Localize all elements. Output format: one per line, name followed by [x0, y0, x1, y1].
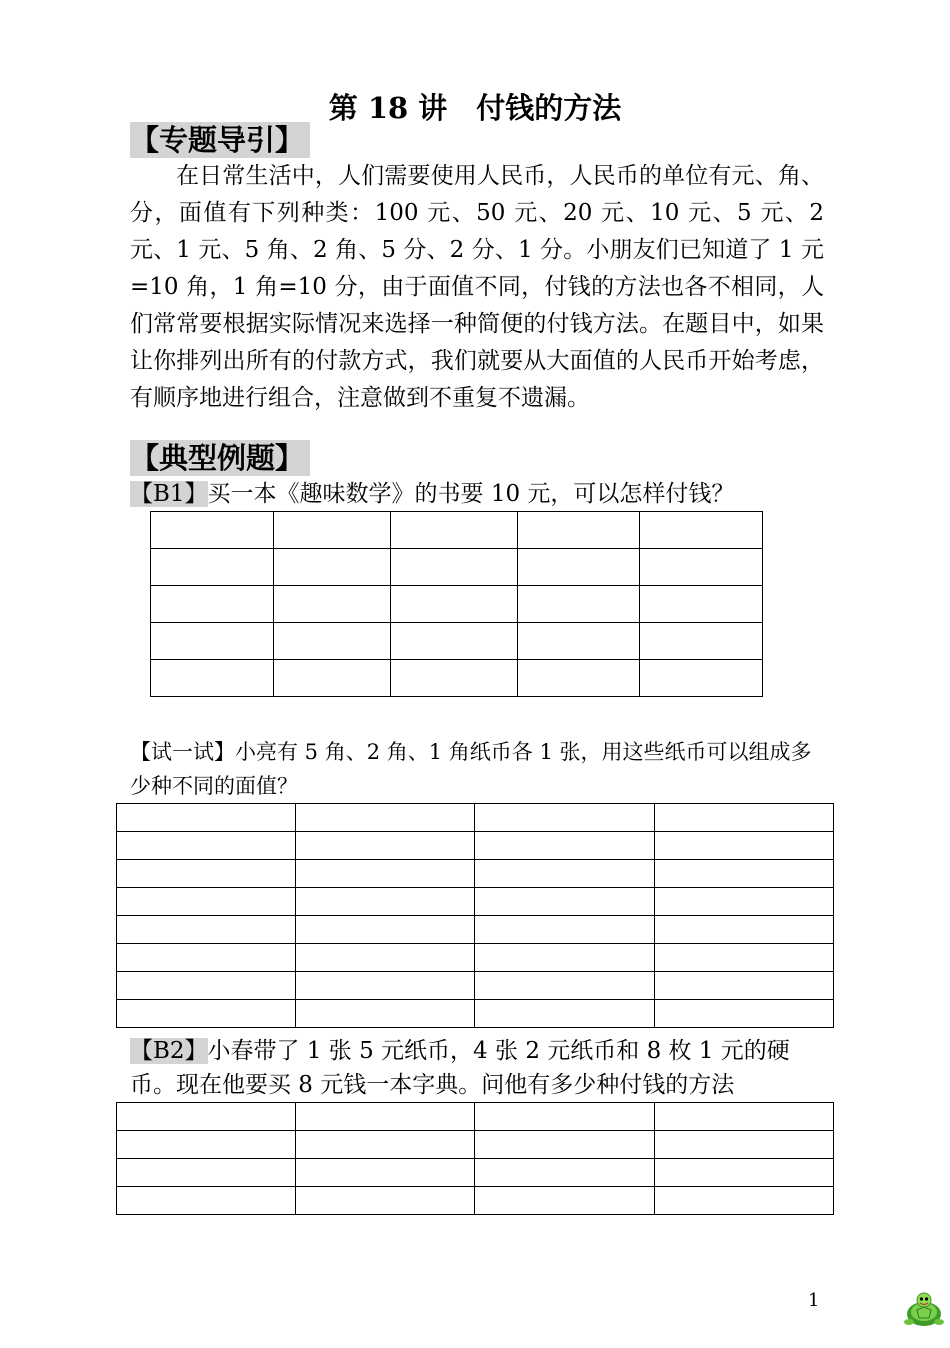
question-b2 — [130, 1034, 824, 1102]
answer-cell[interactable] — [655, 1000, 834, 1028]
table-row — [117, 1131, 834, 1159]
answer-cell[interactable] — [655, 944, 834, 972]
question-try-text: 小亮有 5 角、2 角、1 角纸币各 1 张，用这些纸币可以组成多少种不同的面值？ — [130, 740, 812, 798]
question-b1-text: 买一本《趣味数学》的书要 10 元，可以怎样付钱？ — [207, 481, 735, 507]
answer-cell[interactable] — [117, 832, 296, 860]
answer-cell[interactable] — [655, 916, 834, 944]
answer-cell[interactable] — [273, 660, 390, 697]
answer-cell[interactable] — [640, 586, 763, 623]
answer-cell[interactable] — [475, 832, 655, 860]
question-b1 — [130, 478, 830, 510]
answer-cell[interactable] — [518, 586, 640, 623]
answer-cell[interactable] — [117, 944, 296, 972]
turtle-icon — [902, 1288, 946, 1332]
answer-cell[interactable] — [475, 1000, 655, 1028]
table-row — [151, 660, 763, 697]
answer-cell[interactable] — [295, 888, 475, 916]
answer-cell[interactable] — [475, 1159, 655, 1187]
examples-heading-label: 【典型例题】 — [130, 440, 310, 476]
question-b2-text: 小春带了 1 张 5 元纸币，4 张 2 元纸币和 8 枚 1 元的硬币。现在他要买 8 元钱一本字典。问他有多少种付钱的方法 — [130, 1038, 790, 1098]
answer-cell[interactable] — [518, 623, 640, 660]
question-b2-tag: 【B2】 — [130, 1038, 208, 1064]
answer-cell[interactable] — [518, 660, 640, 697]
table-row — [151, 549, 763, 586]
table-row — [117, 804, 834, 832]
answer-cell[interactable] — [151, 512, 274, 549]
answer-cell[interactable] — [475, 916, 655, 944]
answer-cell[interactable] — [518, 512, 640, 549]
answer-cell[interactable] — [117, 916, 296, 944]
answer-cell[interactable] — [655, 1131, 834, 1159]
answer-cell[interactable] — [117, 1131, 296, 1159]
answer-cell[interactable] — [640, 549, 763, 586]
answer-cell[interactable] — [295, 804, 475, 832]
answer-cell[interactable] — [295, 1159, 475, 1187]
answer-table-b1 — [150, 511, 763, 697]
answer-table-try — [116, 803, 834, 1028]
answer-cell[interactable] — [151, 549, 274, 586]
answer-cell[interactable] — [655, 832, 834, 860]
answer-cell[interactable] — [117, 1000, 296, 1028]
answer-cell[interactable] — [273, 623, 390, 660]
answer-cell[interactable] — [117, 1187, 296, 1215]
table-row — [151, 623, 763, 660]
table-row — [151, 586, 763, 623]
examples-section-heading — [130, 440, 310, 476]
answer-table-b2 — [116, 1102, 834, 1215]
answer-cell[interactable] — [655, 860, 834, 888]
table-row — [117, 888, 834, 916]
table-row — [117, 832, 834, 860]
answer-cell[interactable] — [475, 1187, 655, 1215]
table-row — [117, 1159, 834, 1187]
answer-cell[interactable] — [655, 804, 834, 832]
answer-cell[interactable] — [117, 804, 296, 832]
answer-cell[interactable] — [117, 1159, 296, 1187]
answer-cell[interactable] — [295, 944, 475, 972]
table-row — [151, 512, 763, 549]
answer-cell[interactable] — [151, 623, 274, 660]
answer-cell[interactable] — [117, 888, 296, 916]
answer-cell[interactable] — [295, 1131, 475, 1159]
answer-cell[interactable] — [655, 1187, 834, 1215]
intro-section-heading — [130, 122, 310, 158]
answer-cell[interactable] — [475, 944, 655, 972]
answer-cell[interactable] — [117, 1103, 296, 1131]
intro-heading-label: 【专题导引】 — [130, 122, 310, 158]
intro-text: 在日常生活中，人们需要使用人民币，人民币的单位有元、角、分，面值有下列种类：100 元、50 元、20 元、10 元、5 元、2 元、1 元、5 角、2 角、5 分、2 分、1 分。小朋友们已知道了 1 元=10 角，1 角=10 分，由于面值不同，付钱的方法也各不相同，人们常常要根据实际情况来选择一种简便的付钱方法。在题目中，如果让你排列出所有的付款方式，我们就要从大面值的人民币开始考虑，有顺序地进行组合，注意做到不重复不遗漏。 — [130, 163, 824, 411]
answer-cell[interactable] — [518, 549, 640, 586]
answer-cell[interactable] — [273, 586, 390, 623]
answer-cell[interactable] — [475, 860, 655, 888]
answer-cell[interactable] — [390, 549, 518, 586]
answer-cell[interactable] — [655, 888, 834, 916]
table-row — [117, 944, 834, 972]
answer-cell[interactable] — [475, 1131, 655, 1159]
question-try — [130, 735, 824, 803]
answer-cell[interactable] — [475, 888, 655, 916]
answer-cell[interactable] — [295, 1103, 475, 1131]
answer-cell[interactable] — [640, 623, 763, 660]
answer-cell[interactable] — [151, 660, 274, 697]
answer-cell[interactable] — [273, 549, 390, 586]
question-try-tag: 【试一试】 — [130, 740, 235, 764]
answer-cell[interactable] — [295, 832, 475, 860]
question-b1-tag: 【B1】 — [130, 481, 208, 507]
answer-cell[interactable] — [655, 1103, 834, 1131]
page-number: 1 — [808, 1290, 820, 1311]
answer-cell[interactable] — [295, 860, 475, 888]
answer-cell[interactable] — [390, 586, 518, 623]
table-row — [117, 860, 834, 888]
table-row — [117, 1187, 834, 1215]
answer-cell[interactable] — [390, 623, 518, 660]
answer-cell[interactable] — [295, 1000, 475, 1028]
page-title: 第 18 讲 付钱的方法 — [328, 91, 622, 125]
answer-cell[interactable] — [273, 512, 390, 549]
table-row — [117, 916, 834, 944]
answer-cell[interactable] — [390, 660, 518, 697]
table-row — [117, 1103, 834, 1131]
answer-cell[interactable] — [640, 660, 763, 697]
answer-cell[interactable] — [390, 512, 518, 549]
answer-cell[interactable] — [295, 972, 475, 1000]
answer-cell[interactable] — [475, 972, 655, 1000]
table-row — [117, 1000, 834, 1028]
answer-cell[interactable] — [295, 916, 475, 944]
answer-cell[interactable] — [151, 586, 274, 623]
answer-cell[interactable] — [655, 1159, 834, 1187]
answer-cell[interactable] — [475, 804, 655, 832]
answer-cell[interactable] — [117, 860, 296, 888]
intro-paragraph — [130, 158, 824, 417]
answer-cell[interactable] — [475, 1103, 655, 1131]
answer-cell[interactable] — [295, 1187, 475, 1215]
answer-cell[interactable] — [117, 972, 296, 1000]
table-row — [117, 972, 834, 1000]
answer-cell[interactable] — [655, 972, 834, 1000]
answer-cell[interactable] — [640, 512, 763, 549]
